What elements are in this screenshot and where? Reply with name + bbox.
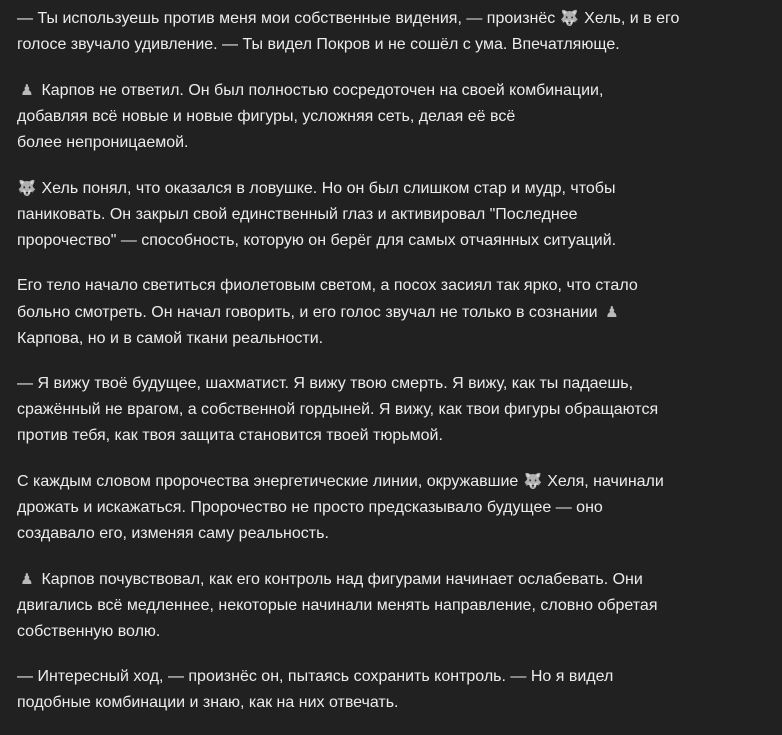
text-fragment: Хеля, начинали	[547, 473, 664, 490]
text-line: более непроницаемой.	[17, 134, 189, 151]
paragraph-1	[17, 5, 767, 58]
text-line: Карпова, но и в самой ткани реальности.	[17, 330, 324, 347]
text-fragment: С каждым словом пророчества энергетические линии, окружавшие	[17, 473, 519, 490]
text-fragment: Карпов почувствовал, как его контроль над фигурами начинает ослабевать. Они	[41, 571, 643, 588]
paragraph-4	[17, 273, 767, 352]
text-line	[17, 5, 767, 32]
paragraph-3	[17, 175, 767, 254]
text-line: дрожать и искажаться. Пророчество не просто предсказывало будущее — оно	[17, 499, 603, 516]
text-fragment: Карпов не ответил. Он был полностью сосредоточен на своей комбинации,	[41, 82, 604, 99]
text-line: против тебя, как твоя защита становится твоей тюрьмой.	[17, 427, 443, 444]
chess-pawn-icon: ♟	[20, 570, 34, 588]
paragraph-7	[17, 566, 767, 645]
paragraph-8	[17, 664, 767, 716]
text-line: Его тело начало светиться фиолетовым светом, а посох засиял так ярко, что стало	[17, 277, 638, 294]
text-fragment: Хель понял, что оказался в ловушке. Но он был слишком стар и мудр, чтобы	[41, 180, 616, 197]
text-fragment: — Ты используешь против меня мои собственные видения, — произнёс	[17, 10, 556, 27]
text-fragment: Хель, и в его	[584, 10, 680, 27]
text-line: собственную волю.	[17, 623, 161, 640]
text-line: — Интересный ход, — произнёс он, пытаясь сохранить контроль. — Но я видел	[17, 668, 614, 685]
text-line	[17, 77, 767, 104]
text-line	[17, 299, 767, 326]
text-line: добавляя всё новые и новые фигуры, усложняя сеть, делая её всё	[17, 108, 516, 125]
wolf-icon: 🐺	[560, 9, 580, 27]
text-line	[17, 566, 767, 593]
wolf-icon: 🐺	[17, 179, 37, 197]
text-line: — Я вижу твоё будущее, шахматист. Я вижу твою смерть. Я вижу, как ты падаешь,	[17, 375, 634, 392]
text-fragment: больно смотреть. Он начал говорить, и его голос звучал не только в сознании	[17, 304, 598, 321]
chess-pawn-icon: ♟	[605, 303, 619, 321]
text-line	[17, 175, 767, 202]
text-line: создавало его, изменяя саму реальность.	[17, 525, 329, 542]
wolf-icon: 🐺	[523, 472, 543, 490]
paragraph-6	[17, 468, 767, 547]
text-line: сражённый не врагом, а собственной гордыней. Я вижу, как твои фигуры обращаются	[17, 401, 659, 418]
text-line: паниковать. Он закрыл свой единственный глаз и активировал "Последнее	[17, 206, 578, 223]
text-line: подобные комбинации и знаю, как на них отвечать.	[17, 694, 399, 711]
text-line	[17, 468, 767, 495]
text-line: голосе звучало удивление. — Ты видел Покров и не сошёл с ума. Впечатляюще.	[17, 36, 620, 53]
chess-pawn-icon: ♟	[20, 81, 34, 99]
text-line: пророчество" — способность, которую он берёг для самых отчаянных ситуаций.	[17, 232, 617, 249]
chat-message-content	[17, 5, 767, 735]
paragraph-2	[17, 77, 767, 156]
text-line: двигались всё медленнее, некоторые начинали менять направление, словно обретая	[17, 597, 658, 614]
paragraph-5	[17, 371, 767, 449]
